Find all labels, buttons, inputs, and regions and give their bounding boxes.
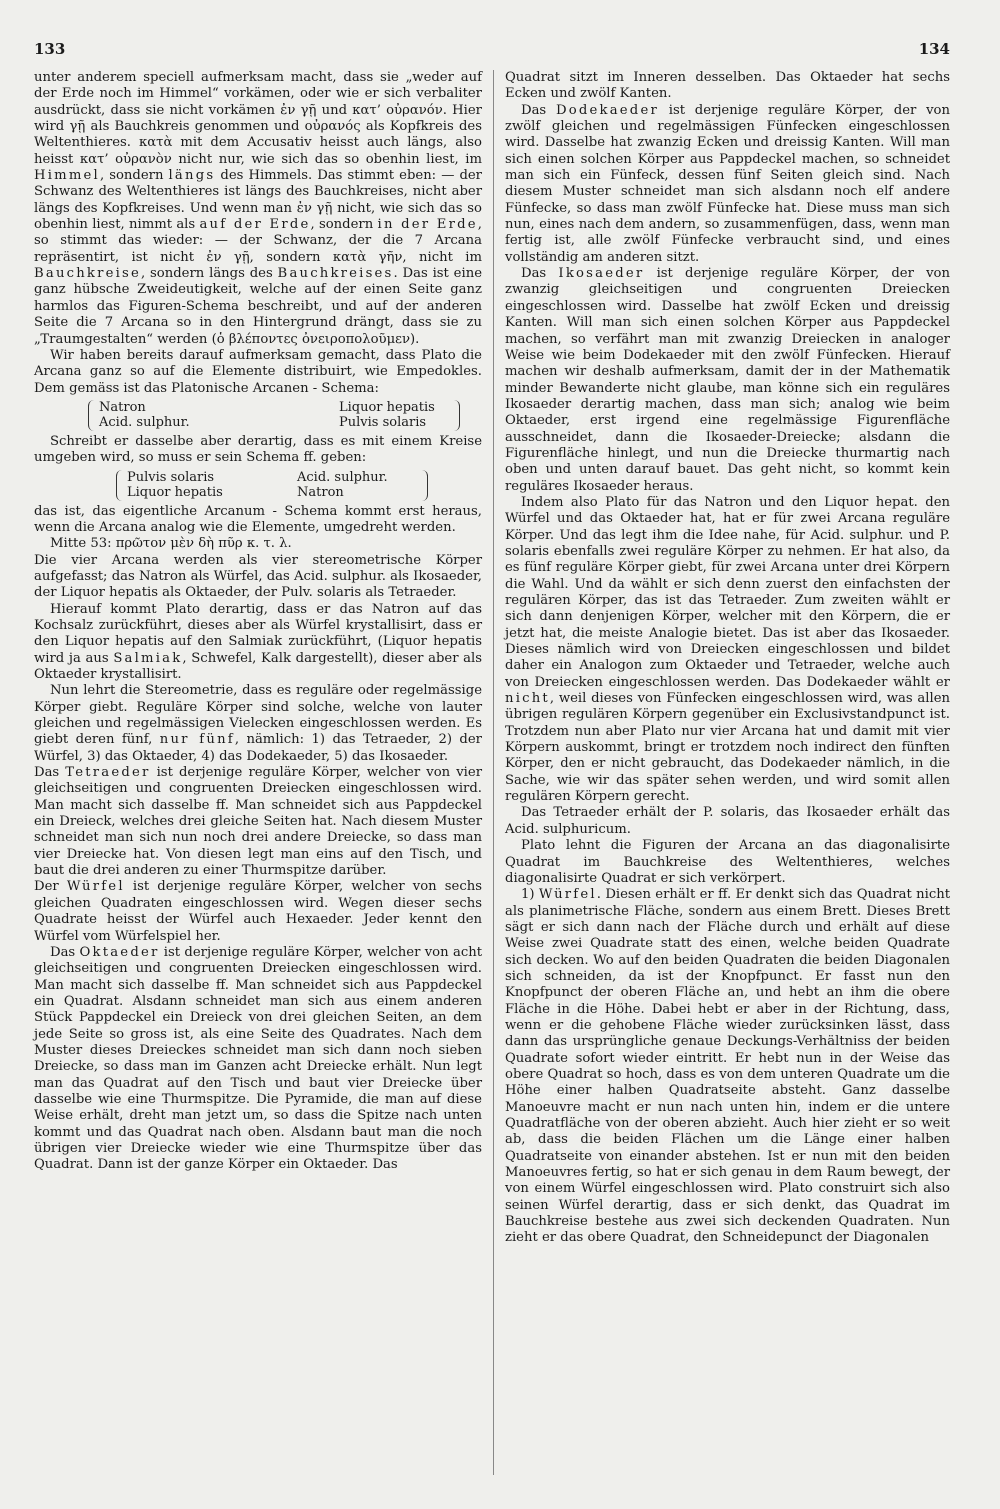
page-number-right: 134 [918,40,950,58]
paragraph: Schreibt er dasselbe aber derartig, dass es mit einem Kreise umgeben wird, so muss er sein Schema ff. geben: [34,433,482,466]
paragraph: unter anderem speciell aufmerksam macht, dass sie „weder auf der Erde noch im Himmel“ vorkämen, oder wie er sich verbaliter ausdrückt, dass sie nicht vorkämen ἐν γῇ und κατ’ οὐρανόν. Hier wird γῇ als Bauchkreis genommen und οὐρανός als Kopfkreis des Weltenthieres. κατὰ mit dem Accusativ heisst auch längs, also heisst κατ’ οὐρανὸν nicht nur, wie sich das so obenhin liest, im Himmel, sondern längs des Himmels. Das stimmt eben: — der Schwanz des Weltenthieres ist längs des Bauchkreises, nicht aber längs des Kopfkreises. Und wenn man ἐν γῇ nicht, wie sich das so obenhin liest, nimmt als auf der Erde, sondern in der Erde, so stimmt das wieder: — der Schwanz, der die 7 Arcana repräsentirt, ist nicht ἐν γῇ, sondern κατὰ γῆν, nicht im Bauchkreise, sondern längs des Bauchkreises. Das ist eine ganz hübsche Zweideutigkeit, welche auf der einen Seite ganz harmlos das Figuren-Schema beschreibt, und auf der anderen Seite die 7 Arcana so in den Hintergrund drängt, dass sie zu „Traumgestalten“ werden (ὁ βλέποντες ὀνειροπολοῦμεν). [34,70,483,347]
arcana-schema-1: Natron Liquor hepatis Acid. sulphur. Pulvis solaris [88,400,460,431]
paragraph: Quadrat sitzt im Inneren desselben. Das Oktaeder hat sechs Ecken und zwölf Kanten. [505,70,950,102]
arcana-schema-2: Pulvis solaris Acid. sulphur. Liquor hepatis Natron [116,470,428,501]
paragraph: Die vier Arcana werden als vier stereometrische Körper aufgefasst; das Natron als Würfel, das Acid. sulphur. als Ikosaeder, der Liquor hepatis als Oktaeder, der Pulv. solaris als Tetraeder. [34,552,482,601]
paragraph: Hierauf kommt Plato derartig, dass er das Natron auf das Kochsalz zurückführt, dieses aber als Würfel krystallisirt, dass er den Liquor hepatis auf den Salmiak zurückführt, (Liquor hepatis wird ja aus Salmiak, Schwefel, Kalk dargestellt), dieser aber als Oktaeder krystallisirt. [34,601,483,682]
paragraph: Das Oktaeder ist derjenige reguläre Körper, welcher von acht gleichseitigen und congruenten Dreiecken eingeschlossen wird. Man macht sich dasselbe ff. Man schneidet sich aus Pappdeckel ein Quadrat. Alsdann schneidet man sich aus einem anderen Stück Pappdeckel ein Dreieck von drei gleichen Seiten, an dem jede Seite so gross ist, als eine Seite des Quadrates. Nach dem Muster dieses Dreieckes schneidet man sich dann noch sieben Dreiecke, so dass man im Ganzen acht Dreiecke erhält. Nun legt man das Quadrat auf den Tisch und baut vier Dreiecke über dasselbe wie eine Thurmspitze. Die Pyramide, die man auf diese Weise erhält, dreht man jetzt um, so dass die Spitze nach unten kommt und das Quadrat nach oben. Alsdann baut man die noch übrigen vier Dreiecke wieder wie eine Thurmspitze über das Quadrat. Dann ist der ganze Körper ein Oktaeder. Das [34,944,482,1173]
paragraph: Der Würfel ist derjenige reguläre Körper, welcher von sechs gleichen Quadraten eingeschlossen wird. Wegen dieser sechs Quadrate heisst der Würfel auch Hexaeder. Jeder kennt den Würfel vom Würfelspiel her. [34,879,482,944]
paragraph: Mitte 53: πρῶτον μὲν δὴ πῦρ κ. τ. λ. [50,536,292,552]
paragraph: das ist, das eigentliche Arcanum - Schema kommt erst heraus, wenn die Arcana analog wie die Elemente, umgedreht werden. [34,503,482,535]
paragraph: Indem also Plato für das Natron und den Liquor hepat. den Würfel und das Oktaeder hat, hat er für zwei Arcana reguläre Körper. Und das legt ihm die Idee nahe, für Acid. sulphur. und P. solaris ebenfalls zwei reguläre Körper zu nehmen. Er hat also, da es fünf reguläre Körper giebt, für zwei Arcana unter drei Körpern die Wahl. Und da wählt er sich denn zuerst den einfachsten der regulären Körper, das ist das Tetraeder. Zum zweiten wählt er sich dann denjenigen Körper, welcher mit den Körpern, die er jetzt hat, die meiste Analogie bietet. Das ist aber das Ikosaeder. Dieses nämlich wird von Dreiecken eingeschlossen und bildet daher ein Analogon zum Oktaeder und Tetraeder, welche auch von Dreiecken eingeschlossen werden. Das Dodekaeder wählt er nicht, weil dieses von Fünfecken eingeschlossen wird, was allen übrigen regulären Körpern gegenüber ein Exclusivstandpunct ist. Trotzdem nun aber Plato nur vier Arcana hat und damit mit vier Körpern auskommt, bringt er trotzdem noch indirect den fünften Körper, den er nicht gebraucht, das Dodekaeder nämlich, in die Sache, wie wir das später sehen werden, und wird somit allen regulären Körpern gerecht. [505,494,950,805]
paragraph: 1) Würfel. Diesen erhält er ff. Er denkt sich das Quadrat nicht als planimetrische Fläche, sondern aus einem Brett. Dieses Brett sägt er sich dann nach der Fläche durch und erhält auf diese Weise zwei Quadrate statt des einen, welche beiden Quadrate sich decken. Wo auf den beiden Quadraten die beiden Diagonalen sich schneiden, da ist der Knopfpunct. Er fasst nun den Knopfpunct der oberen Fläche an, und hebt an ihm die obere Fläche in die Höhe. Dabei hebt er aber in der Richtung, dass, wenn er die gehobene Fläche wieder zurücksinken lässt, dass dann das ursprüngliche genaue Deckungs-Verhältniss der beiden Quadrate sofort wieder eintritt. Er hebt nun in der Weise das obere Quadrat so hoch, dass es von dem unteren Quadrate um die Höhe einer halben Quadratseite absteht. Ganz dasselbe Manoeuvre macht er nun nach unten hin, indem er die untere Quadratfläche von der oberen abzieht. Auch hier zieht er so weit ab, dass die beiden Flächen um die Länge einer halben Quadratseite von einander abstehen. Ist er nun mit den beiden Manoeuvres fertig, so hat er sich genau in dem Raum bewegt, der von einem Würfel eingeschlossen wird. Plato construirt sich also seinen Würfel derartig, dass er sich denkt, das Quadrat im Bauchkreise bestehe aus zwei sich deckenden Quadraten. Nun zieht er das obere Quadrat, den Schneidepunct der Diagonalen [505,887,951,1246]
paragraph: Wir haben bereits darauf aufmerksam gemacht, dass Plato die Arcana ganz so auf die Elemente distribuirt, wie Empedokles. Dem gemäss ist das Platonische Arcanen - Schema: [34,347,482,396]
paragraph: Plato lehnt die Figuren der Arcana an das diagonalisirte Quadrat im Bauchkreise des Weltenthieres, welches diagonalisirte Quadrat er sich verkörpert. [505,838,950,886]
paragraph: Nun lehrt die Stereometrie, dass es reguläre oder regelmässige Körper giebt. Reguläre Körper sind solche, welche von lauter gleichen und regelmässigen Vielecken eingeschlossen werden. Es giebt deren fünf, nur fünf, nämlich: 1) das Tetraeder, 2) der Würfel, 3) das Oktaeder, 4) das Dodekaeder, 5) das Ikosaeder. [34,683,482,764]
paragraph: Das Tetraeder ist derjenige reguläre Körper, welcher von vier gleichseitigen und congruenten Dreiecken eingeschlossen wird. Man macht sich dasselbe ff. Man schneidet sich aus Pappdeckel ein Dreieck, welches drei gleiche Seiten hat. Nach diesem Muster schneidet man sich nun noch drei andere Dreiecke, so dass man vier Dreiecke hat. Von diesen legt man eins auf den Tisch, und baut die drei anderen zu einer Thurmspitze darüber. [34,765,482,879]
column-divider [493,70,494,1475]
left-column [34,70,482,1174]
paragraph: Das Tetraeder erhält der P. solaris, das Ikosaeder erhält das Acid. sulphuricum. [505,805,950,837]
right-column [505,70,950,1247]
paragraph: Das Dodekaeder ist derjenige reguläre Körper, der von zwölf gleichen und regelmässigen Fünfecken eingeschlossen wird. Dasselbe hat zwanzig Ecken und dreissig Kanten. Will man sich einen solchen Körper aus Pappdeckel machen, so schneidet man sich ein Fünfeck, dessen fünf Seiten gleich sind. Nach diesem Muster schneidet man sich alsdann noch elf andere Fünfecke, so dass man zwölf Fünfecke hat. Diese muss man sich nun, eines nach dem andern, so zusammenfügen, dass, wenn man fertig ist, alle zwölf Fünfecke verbraucht sind, und eines vollständig am anderen sitzt. [505,102,950,265]
paragraph: Das Ikosaeder ist derjenige reguläre Körper, der von zwanzig gleichseitigen und congruenten Dreiecken eingeschlossen wird. Dasselbe hat zwölf Ecken und dreissig Kanten. Will man sich einen solchen Körper aus Pappdeckel machen, so verfährt man mit zwanzig Dreiecken in analoger Weise wie beim Dodekaeder mit den zwölf Fünfecken. Hierauf machen wir deshalb aufmerksam, damit der in der Mathematik minder Bewanderte nicht glaube, man könne sich ein reguläres Ikosaeder derartig machen, dass man sich; analog wie beim Oktaeder, erst irgend eine regelmässige Figurenfläche ausschneidet, dann die Ikosaeder-Dreiecke; alsdann die Figurenfläche hinlegt, und nun die Dreiecke thurmartig nach oben und unten darauf bauet. Das geht nicht, so kommt kein reguläres Ikosaeder heraus. [505,266,950,494]
page-number-left: 133 [34,40,66,58]
